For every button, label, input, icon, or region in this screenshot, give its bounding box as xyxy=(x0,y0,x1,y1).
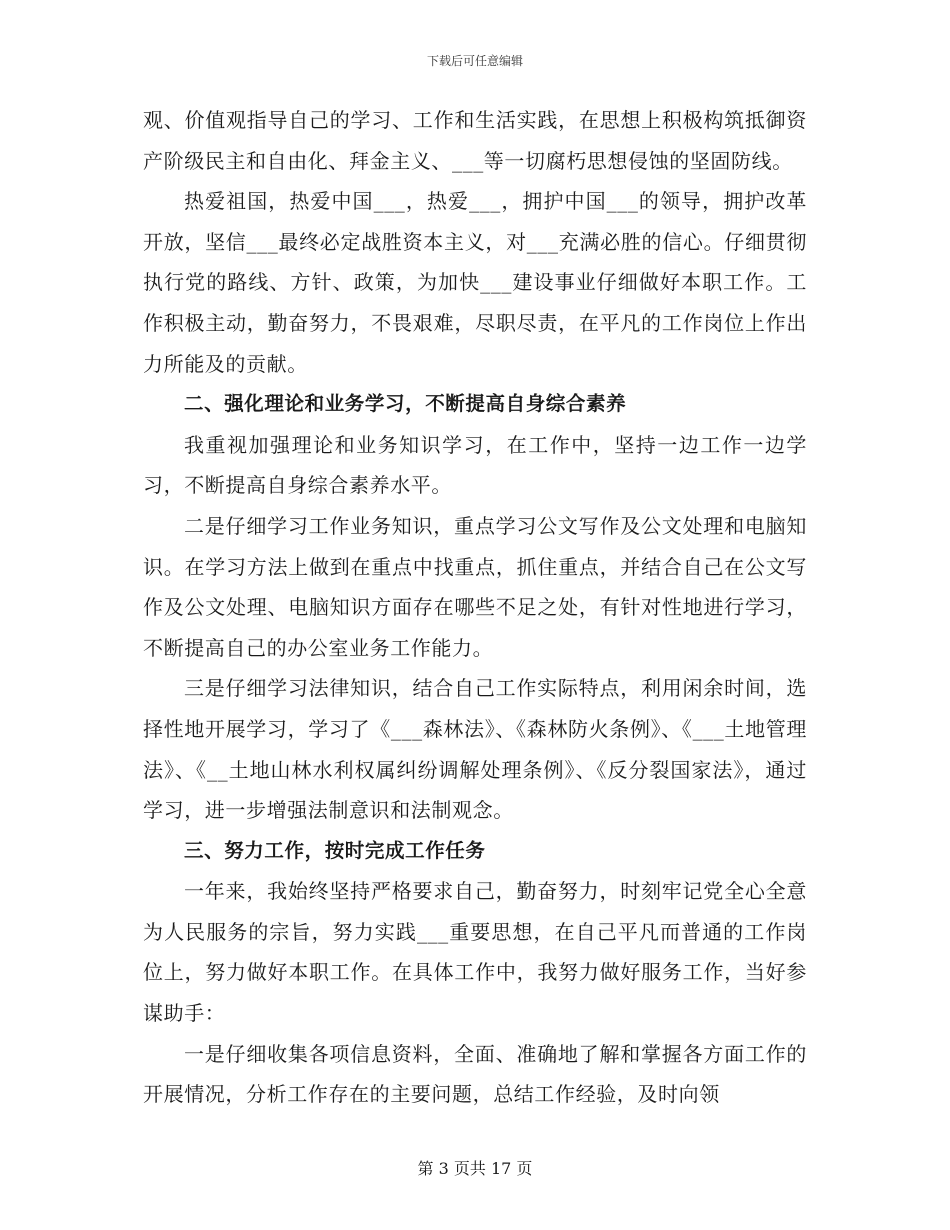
section-heading-3: 三、努力工作，按时完成工作任务 xyxy=(184,838,486,862)
paragraph: 三是仔细学习法律知识，结合自己工作实际特点，利用闲余时间，选择性地开展学习，学习了《___森林法》、《森林防火条例》、《___土地管理法》、《__土地山林水利权属纠纷调解处理条例》、《反分裂国家法》，通过学习，进一步增强法制意识和法制观念。 xyxy=(143,676,807,823)
section-heading-2: 二、强化理论和业务学习，不断提高自身综合素养 xyxy=(184,392,627,416)
paragraph: 一是仔细收集各项信息资料，全面、准确地了解和掌握各方面工作的开展情况，分析工作存在的主要问题，总结工作经验，及时向领 xyxy=(143,1041,807,1107)
paragraph: 热爱祖国，热爱中国___，热爱___，拥护中国___的领导，拥护改革开放，坚信___最终必定战胜资本主义，对___充满必胜的信心。仔细贯彻执行党的路线、方针、政策，为加快___建设事业仔细做好本职工作。工作积极主动，勤奋努力，不畏艰难，尽职尽责，在平凡的工作岗位上作出力所能及的贡献。 xyxy=(143,189,807,376)
paragraph: 二是仔细学习工作业务知识，重点学习公文写作及公文处理和电脑知识。在学习方法上做到在重点中找重点，抓住重点，并结合自己在公文写作及公文处理、电脑知识方面存在哪些不足之处，有针对性地进行学习，不断提高自己的办公室业务工作能力。 xyxy=(143,513,807,660)
document-body xyxy=(143,100,807,1115)
page-header-note: 下载后可任意编辑 xyxy=(426,54,523,68)
paragraph: 我重视加强理论和业务知识学习，在工作中，坚持一边工作一边学习，不断提高自身综合素养水平。 xyxy=(143,432,807,498)
paragraph-continuation: 观、价值观指导自己的学习、工作和生活实践，在思想上积极构筑抵御资产阶级民主和自由化、拜金主义、___等一切腐朽思想侵蚀的坚固防线。 xyxy=(143,108,807,173)
paragraph: 一年来，我始终坚持严格要求自己，勤奋努力，时刻牢记党全心全意为人民服务的宗旨，努力实践___重要思想，在自己平凡而普通的工作岗位上，努力做好本职工作。在具体工作中，我努力做好服务工作，当好参谋助手： xyxy=(143,879,807,1026)
page-number: 第 3 页共 17 页 xyxy=(417,1159,533,1178)
